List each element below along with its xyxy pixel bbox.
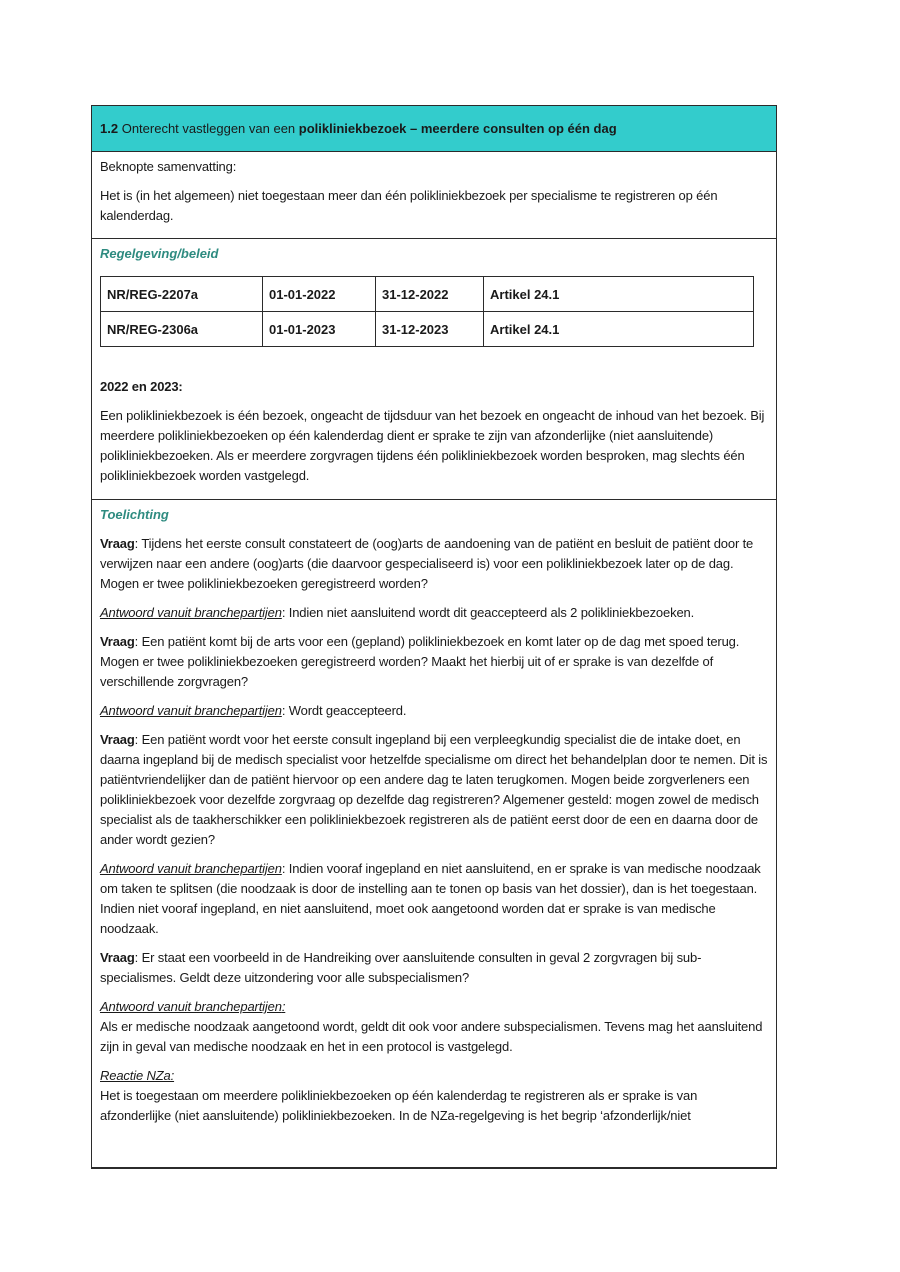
table-cell: 31-12-2022: [376, 277, 484, 312]
regulation-table: [100, 276, 754, 347]
answer-1: [100, 603, 768, 623]
table-cell: NR/REG-2306a: [101, 312, 263, 347]
title-prefix: Onterecht vastleggen van een: [121, 121, 299, 136]
question-label: Vraag: [100, 732, 135, 747]
question-text: : Er staat een voorbeeld in de Handreiking over aansluitende consulten in geval 2 zorgvragen bij sub-specialismes. Geldt deze uitzondering voor alle subspecialismen?: [100, 950, 702, 985]
answer-label: Antwoord vanuit branchepartijen: [100, 861, 282, 876]
answer-4-body: Als er medische noodzaak aangetoond wordt, geldt dit ook voor andere subspecialismen. Tevens mag het aansluitend zijn in geval van medische noodzaak en het in een protocol is vastgelegd.: [100, 1019, 763, 1054]
answer-text: : Wordt geaccepteerd.: [281, 703, 407, 718]
answer-text: : Indien vooraf ingepland en niet aansluitend, en er sprake is van medische noodzaak om taken te splitsen (die noodzaak is door de instelling aan te tonen op basis van het dossier), dan is het toegestaan. Indien niet vooraf ingepland, en niet aansluitend, moet ook aangetoond worden dat er sprake is van medische noodzaak.: [100, 861, 761, 936]
regulation-body: Een polikliniekbezoek is één bezoek, ongeacht de tijdsduur van het bezoek en ongeacht de inhoud van het bezoek. Bij meerdere polikliniekbezoeken op één kalenderdag dient er sprake te zijn van afzonderlijke (niet aansluitende) polikliniekbezoeken. Als er meerdere zorgvragen tijdens één polikliniekbezoek worden besproken, mag slechts één polikliniekbezoek worden vastgelegd.: [100, 408, 765, 483]
table-cell: 31-12-2023: [376, 312, 484, 347]
question-text: : Een patiënt komt bij de arts voor een (gepland) polikliniekbezoek en komt later op de dag met spoed terug. Mogen er twee polikliniekbezoeken geregistreerd worden? Maakt het hierbij uit of er sprake is van dezelfde of verschillende zorgvragen?: [100, 634, 740, 689]
table-cell: NR/REG-2207a: [101, 277, 263, 312]
nza-label: Reactie NZa:: [100, 1068, 175, 1083]
answer-label: [100, 999, 285, 1014]
title-suffix: – meerdere consulten op één dag: [406, 121, 617, 136]
answer-label-suffix: :: [281, 999, 286, 1014]
question-text: : Tijdens het eerste consult constateert de (oog)arts de aandoening van de patiënt en besluit de patiënt door te verwijzen naar een andere (oog)arts (die daarvoor gespecialiseerd is) voor een polikliniekbezoek later op de dag. Mogen er twee polikliniekbezoeken geregistreerd worden?: [100, 536, 754, 591]
answer-text: : Indien niet aansluitend wordt dit geaccepteerd als 2 polikliniekbezoeken.: [281, 605, 695, 620]
table-cell: 01-01-2023: [263, 312, 376, 347]
answer-label: Antwoord vanuit branchepartijen: [100, 703, 282, 718]
table-cell: Artikel 24.1: [484, 312, 754, 347]
table-cell: Artikel 24.1: [484, 277, 754, 312]
answer-3: [100, 859, 768, 939]
question-2: [100, 632, 768, 692]
question-label: Vraag: [100, 536, 135, 551]
table-row: [101, 312, 754, 347]
summary-label: Beknopte samenvatting:: [100, 159, 237, 174]
question-4: [100, 948, 768, 988]
section-title: [100, 121, 617, 136]
regulation-section: [92, 239, 776, 500]
question-3: [100, 730, 768, 850]
answer-2: [100, 701, 768, 721]
nza-reaction-body: Het is toegestaan om meerdere polikliniekbezoeken op één kalenderdag te registreren als er sprake is van afzonderlijke (niet aansluitende) polikliniekbezoeken. In de NZa-regelgeving is het begrip ‘afzonderlijk/niet: [100, 1088, 698, 1123]
table-row: [101, 277, 754, 312]
nza-reaction-label: [100, 1066, 768, 1086]
explanation-section: [92, 500, 776, 1126]
question-label: Vraag: [100, 950, 135, 965]
section-header: [92, 106, 776, 152]
title-bold: polikliniekbezoek: [298, 121, 407, 136]
years-label: 2022 en 2023:: [100, 379, 183, 394]
question-text: : Een patiënt wordt voor het eerste consult ingepland bij een verpleegkundig specialist die de intake doet, en daarna ingepland bij de medisch specialist voor hetzelfde specialisme om direct het behandelplan door te nemen. Dit is patiëntvriendelijker dan de patiënt hiervoor op een andere dag te laten terugkomen. Mogen beide zorgverleners een polikliniekbezoek voor dezelfde zorgvraag op dezelfde dag registreren? Algemener gesteld: mogen zowel de medisch specialist als de taakherschikker een polikliniekbezoek registreren als de patiënt eerst door de een en daarna door de ander wordt gezien?: [100, 732, 768, 847]
table-cell: 01-01-2022: [263, 277, 376, 312]
regulation-heading: Regelgeving/beleid: [100, 246, 219, 261]
summary-section: [92, 152, 776, 239]
answer-label: Antwoord vanuit branchepartijen: [100, 605, 282, 620]
section-number: 1.2: [100, 121, 119, 136]
answer-4-label: [100, 997, 768, 1017]
question-1: [100, 534, 768, 594]
question-label: Vraag: [100, 634, 135, 649]
answer-label-text: Antwoord vanuit branchepartijen: [100, 999, 282, 1014]
summary-text: Het is (in het algemeen) niet toegestaan meer dan één polikliniekbezoek per specialisme te registreren op één kalenderdag.: [100, 188, 718, 223]
document-page: [91, 105, 777, 1169]
explanation-heading: Toelichting: [100, 507, 169, 522]
